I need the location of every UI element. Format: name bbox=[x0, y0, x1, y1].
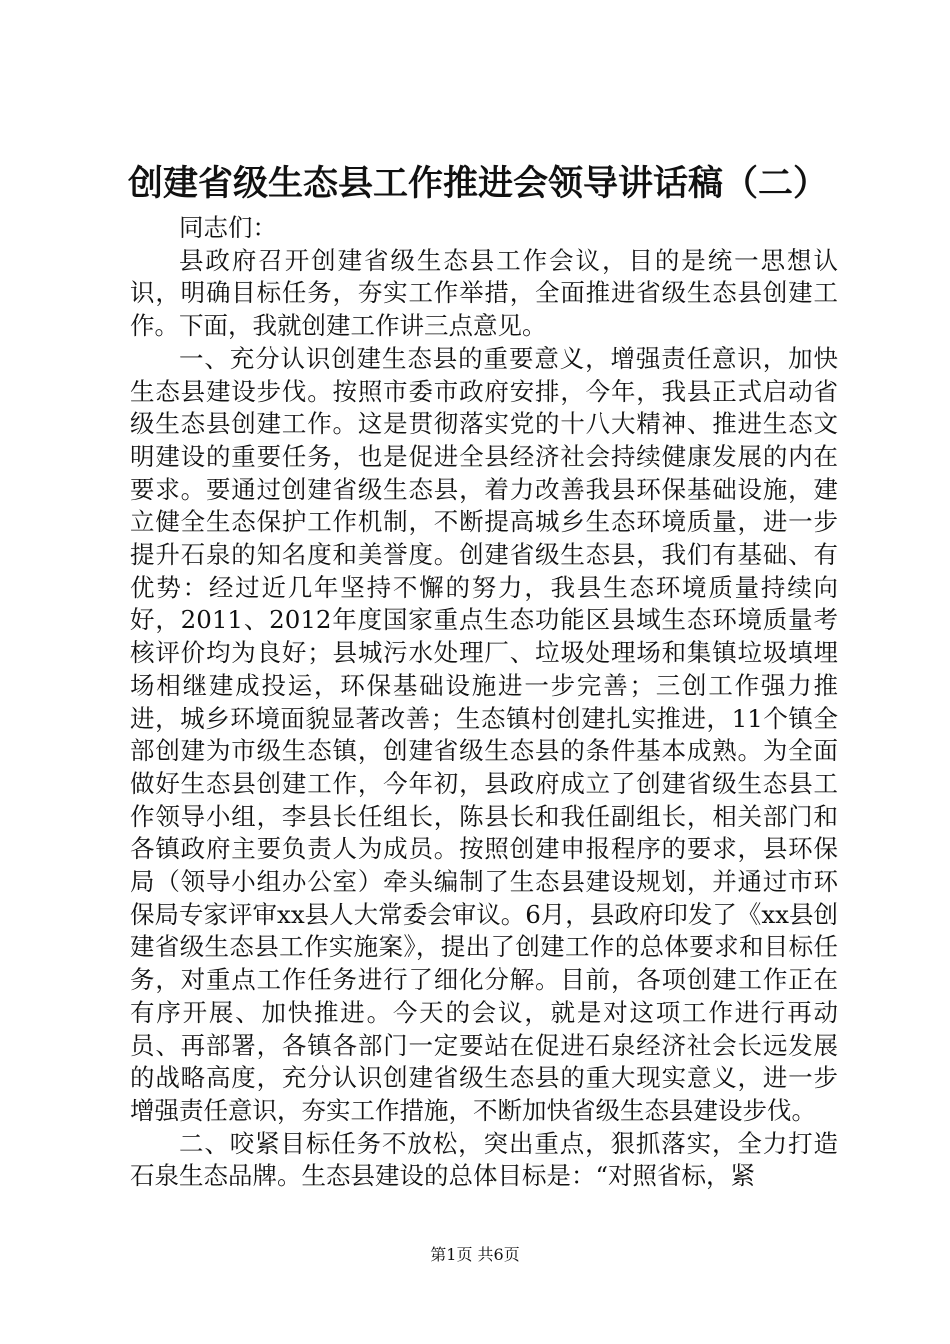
document-body bbox=[130, 212, 838, 1193]
paragraph: 二、咬紧目标任务不放松，突出重点，狠抓落实，全力打造石泉生态品牌。生态县建设的总体目标是：“对照省标，紧 bbox=[130, 1128, 838, 1191]
paragraph: 一、充分认识创建生态县的重要意义，增强责任意识，加快生态县建设步伐。按照市委市政府安排，今年，我县正式启动省级生态县创建工作。这是贯彻落实党的十八大精神、推进生态文明建设的重要任务，也是促进全县经济社会持续健康发展的内在要求。要通过创建省级生态县，着力改善我县环保基础设施，建立健全生态保护工作机制，不断提高城乡生态环境质量，进一步提升石泉的知名度和美誉度。创建省级生态县，我们有基础、有优势：经过近几年坚持不懈的努力，我县生态环境质量持续向好，2011、2012年度国家重点生态功能区县域生态环境质量考核评价均为良好；县城污水处理厂、垃圾处理场和集镇垃圾填埋场相继建成投运，环保基础设施进一步完善；三创工作强力推进，城乡环境面貌显著改善；生态镇村创建扎实推进，11个镇全部创建为市级生态镇，创建省级生态县的条件基本成熟。为全面做好生态县创建工作，今年初，县政府成立了创建省级生态县工作领导小组，李县长任组长，陈县长和我任副组长，相关部门和各镇政府主要负责人为成员。按照创建申报程序的要求，县环保局（领导小组办公室）牵头编制了生态县建设规划，并通过市环保局专家评审xx县人大常委会审议。6月，县政府印发了《xx县创建省级生态县工作实施案》，提出了创建工作的总体要求和目标任务，对重点工作任务进行了细化分解。目前，各项创建工作正在有序开展、加快推进。今天的会议，就是对这项工作进行再动员、再部署，各镇各部门一定要站在促进石泉经济社会长远发展的战略高度，充分认识创建省级生态县的重大现实意义，进一步增强责任意识，夯实工作措施，不断加快省级生态县建设步伐。 bbox=[130, 343, 838, 1125]
document-title: 创建省级生态县工作推进会领导讲话稿（二） bbox=[128, 163, 829, 204]
greeting: 同志们： bbox=[179, 213, 277, 242]
page-number-footer: 第1页 共6页 bbox=[430, 1245, 520, 1264]
paragraph: 县政府召开创建省级生态县工作会议，目的是统一思想认识，明确目标任务，夯实工作举措，全面推进省级生态县创建工作。下面，我就创建工作讲三点意见。 bbox=[130, 245, 838, 341]
